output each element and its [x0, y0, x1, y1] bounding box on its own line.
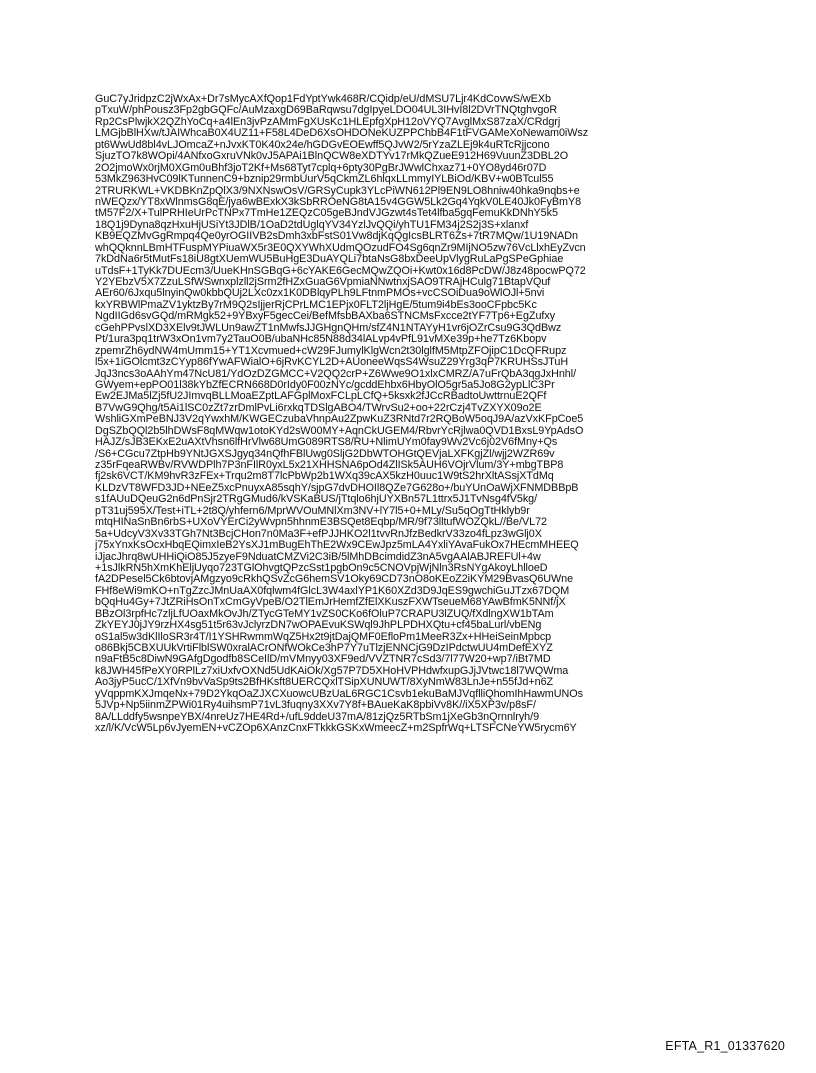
- text-line: s1fAUuDQeuG2n6dPnSjr2TRgGMud6/kVSKaBUS/jTtqlo6hjUYXBn57L1ttrx5J1TvNsg4fV5kg/: [95, 494, 538, 506]
- text-line: HAJZ/sJB3EKxE2uAXtVhsn6lfHrVlw68UmG089RTS8/RU+NlimUYm0fay9Wv2Vc6j02V6fMny+Qs: [95, 437, 558, 449]
- text-line: FHf8eWi9mKO+nTgZzcJMnUaAX0fqlwm4fGlcL3W4axlYP1K60XZd3D9JqES9gwchiGuJTzx67DQM: [95, 585, 570, 597]
- text-line: 2O2jmoWx0rjM0XGm0uBhf3joT2Kf+Ms68Tyt7cplq+6pty30PgBrJWwlChxaz71+0YO8yd46r07D: [95, 162, 547, 174]
- text-line: 2TRURKWL+VKDBKnZpQlX3/9NXNswOsV/GRSyCupk3YLcPiWN612Pl9EN9LO8hniw40hka9nqbs+e: [95, 185, 580, 197]
- text-line: GWyem+epPO01l38kYbZfECRN668D0rIdy0F00zNYc/gcddEhbx6HbyOlO5gr5a5Jo8G2ypLlC3Pr: [95, 379, 555, 391]
- text-line: l5x+1iGOlcmt3zCYyp86fYwAFWialO+6jRvKCYL2D+AUoneeWqsS4WsuZ29Yrg3qP7KRUHSsJTuH: [95, 357, 569, 369]
- text-line: 5JVp+Np5iinmZPWi01Ry4uihsmP71vL3fuqny3XXv7Y8f+BAueKaK8pbiVv8K//iX5XP3v/p8sF/: [95, 700, 536, 712]
- text-line: kxYRBWlPmaZV1yktzBy7rM9Q2sIjjerRjCPrLMC1EPjx0FLT2ljHgE/5tum9i4bEs3ooCFpbc5Kc: [95, 299, 537, 311]
- text-line: pt6WwUd8bl4vLJOmcaZ+nJvxKT0K40x24e/hGDGvEOEwff5QJvW2/5rYzaZLEj9k4uRTcRjjcono: [95, 139, 550, 151]
- text-line: mtqHINaSnBn6rbS+UXoVYErCi2yWvpn5hhnmE3BSQet8Eqbp/MR/9f73lltufWOZQkL//Be/VL72: [95, 517, 547, 529]
- text-line: 7kDdNa6r5tMutFs18iU8gtXUemWU5BuHgE3DuAYQLi7btaNsG8bxDeeUpVlygRuLaPgSPeGphiae: [95, 254, 564, 266]
- text-line: 5a+UdcyV3Xv33TGh7Nt3BcjCHon7n0Ma3F+efPJJHKO2l1tvvRnJfzBedkrV33zo4fLpz3wGlj0X: [95, 528, 542, 540]
- text-line: j75xYnxKsOcxHbqEQimxIeB2YsXJ1mBugEhThE2Wx9CEwJpz5mLA4YxliYAvaFukOx7HEcmMHEEQ: [95, 540, 579, 552]
- encoded-text-block: [95, 94, 755, 735]
- text-line: LMGjbBlHXw/tJAIWhcaB0X4UZ11+F58L4DeD6XsOHDONeKUZPPChbB4F1tFVGAMeXoNewam0iWsz: [95, 128, 589, 140]
- text-line: ZkYEYJ0jJY9rzHX4sg51t5r63vJclyrzDN7wOPAEvuKSWql9JhPLPDHXQtu+cf45baLurl/vbENg: [95, 620, 542, 632]
- text-line: whQQknnLBmHTFuspMYPiuaWX5r3E0QXYWhXUdmQOzudFO4Sg6qnZr9MIjNO5zw76VcLlxhEyZvcn: [95, 242, 586, 254]
- text-line: nWEQzx/YT8xWlnmsG8qE/jya6wBExkX3kSbRROeNG8tA15v4GGW5Lk2Gq4YqkV0LE40Jk0FyBmY8: [95, 196, 582, 208]
- text-line: 8A/LLddfy5wsnpeYBX/4nreUz7HE4Rd+/ufL9ddeU37mA/81zjQz5RTbSm1jXeGb3nQrnnlryh/9: [95, 711, 540, 723]
- text-line: z35rFqeaRWBv/RVWDPlh7P3nFIlR0yxL5x21XHHSNA6pOd4ZlISk5AUH6VOjrVlum/3Y+mbgTBP8: [95, 460, 564, 471]
- text-line: Y2YEbzV5X7ZzuLSfWSwnxplzll2jSrm2fHZxGuaG6VpmiaNNwtnxjSAO9TRAjHCulg71BtapVQuf: [95, 277, 551, 288]
- text-line: pTxuW/phPousz3Fp2gbGQFc/AuMzaxgD69BaRqwsu7dgIpyeLDO04UL3IHvI8l2DVrTNQtghvgoR: [95, 105, 558, 117]
- text-line: bQqHu4Gy+7JtZRiHsOnTxCmGyVpeB/O2TlEmJrHemfZfElXKuszFXWTseueM68YAwBfmK5NNf/jX: [95, 597, 566, 609]
- text-line: cGehPPvslXD3XElv9tJWLUn9awZT1nMwfsJJGHgnQHm/sfZ4N1NTAYyH1vr6jOZrCsu9G3QdBwz: [95, 322, 562, 334]
- bates-number: EFTA_R1_01337620: [665, 1039, 785, 1053]
- text-line: 53MkZ963HvC09lKTunnenC9+bznip29rmbUurV5qCkmZL6hlqxLLmmyIYLBiOd/KBV+w0BTcul55: [95, 174, 554, 186]
- text-line: GuC7yJridpzC2jWxAx+Dr7sMycAXfQop1FdYptYwk468R/CQidp/eU/dMSU7Ljr4KdCovwS/wEXb: [95, 94, 551, 105]
- text-line: fA2DPesel5Ck6btovjAMgzyo9cRkhQSvZcG6hemSV1Oky69CD73nO8oKEoZ2iKYM29BvasQ6UWne: [95, 574, 574, 586]
- text-line: /S6+CGcu7ZtpHb9YNtJGXSJgyq34nQfhFBlUwg0SljG2DbWTOHGtQEVjaLXFKgjZl/wjj2WZR69v: [95, 448, 555, 460]
- text-line: AEr60/6Jxqu5lnyinQw0kbbQUj2LXc0zx1K0DBlqyPLh9LFtnmPMOs+vcCSOiDua9oWlOJl+5nvi: [95, 288, 545, 300]
- text-line: KLDzVT8WFD3JD+NEeZ5xcPnuyxA85sqhY/sjpG7dvDHOIl8QZe7G628o+/buYUnOaWjXFNMDBBpB: [95, 482, 579, 494]
- text-line: oS1al5w3dKlIloSR3r4T/I1YSHRwmmWqZ5Hx2t9jtDajQMF0EfloPm1MeeR3Zx+HHeiSeinMpbcp: [95, 631, 552, 643]
- text-line: BBzOl3rpfHc7zljLfUOaxMkOvJh/ZTycGTeMY1vZS0CKo6fOluP7CRAPU3lZUQ/fXdlngXW1bTAm: [95, 608, 554, 620]
- text-line: DgSZbQQl2b5lhDWsF8qMWqw1otoKYd2sW00MY+AqnCkUGEM4/RbvrYcRjlwa0QVD1BxsL9YpAdsO: [95, 425, 584, 437]
- text-line: n9aFtB5c8DiwN9GAfgDgodfb8SCeIlD/mVMnyy03XF9ed/VVZTNR7cSd3/7l77W20+wp7/iBt7MD: [95, 654, 551, 666]
- text-line: Ew2EJMa5lZj5fU2JImvqBLLMoaEZptLAFGplMoxFCLpLCfQ+5ksxk2fJCcRBadtoUwttrnuE2QFf: [95, 391, 547, 403]
- text-line: Pt/1ura3pq1trW3xOn1vm7y2TauO0B/ubaNHc85N88d34lALvp4vPfL91vMXe39p+he7Tz6Kbopv: [95, 334, 547, 346]
- text-line: zpemrZh6ydNW4mUmm15+YT1Xcvmued+cW29FJumylKlgWcn2t30lglfM5MtpZFOjipC1DcQFRupz: [95, 345, 567, 357]
- text-line: 18Q1j9Dyna8qzHxuHjUSiYt3JDlB/1OaD2tdUglqYV34YzlJvQQi/yhTU1FM34j2S2j3S+xlanxf: [95, 219, 529, 231]
- text-line: JqJ3ncs3oAAhYm47NcU81/YdOzDZGMCC+V2QQ2crP+Z6Wwe9O1xlxCMRZ/A7uFrQbA3qgJxHnhl/: [95, 368, 577, 380]
- text-line: WshliGXmPeBNJ3V2qYwxhM/KWGECzubaVhnpAu2ZpwKuZ3RNtd7r2RQBoW5oqJ9A/azVxKFpCoe5: [95, 414, 584, 426]
- text-line: fj2sk6VCT/KM9hvR3zFEx+Trqu2m8T7lcPbWp2b1WXq39cAX5kzH0uuc1W9tS2hrXltASsjXTdMq: [95, 471, 554, 483]
- text-line: tM57F2/X+TulPRHIeUrPcTNPx7TmHe1ZEQzC05geBJndVJGzwt4sTet4lfba5gqFemuKkDNhY5k5: [95, 208, 558, 220]
- text-line: o86Bkj5CBXUUkVrtiFlblSW0xralACrONfWOkCe3hP7Y7uTlzjENNCjG9DzIPdctwUU4mDefEXYZ: [95, 643, 553, 654]
- text-line: Ao3jyP5ucC/1XfVn9bvVaSp9ts2BfHKsft8UERCQxlTSipXUNUWT/8XyNmW83LnJe+n55fJd+n6Z: [95, 677, 554, 689]
- text-line: yVqppmKXJmqeNx+79D2YkqOaZJXCXuowcUBzUaL6RGC1Csvb1ekuBaMJVqflliQhomIhHawmUNOs: [95, 688, 583, 700]
- text-line: pT31uj595X/Test+iTL+2t8Q/yhfern6/MprWVOuMNlXm3NV+lY7l5+0+MLy/Su5qOgTtHklyb9r: [95, 505, 530, 517]
- text-line: B7VwG9Qhg/t5Ai1lSC0zZt7zrDmlPvLi6rxkqTDSlgABO4/TWrvSu2+oo+22rCzj4TvZXYX09o2E: [95, 402, 542, 414]
- text-line: NgdIIGd6svGQd/mRMgk52+9YBxyF5gecCei/BefMfsbBAXba6STNCMsFxcce2tYF7Tp6+EgZufxy: [95, 311, 556, 323]
- text-line: +1sJlkRN5hXmKhEljUyqo723TGlOhvgtQPzcSst1pgbOn9c5CNOVpjWjNln3RsNYgAkoyLhlloeD: [95, 562, 548, 574]
- text-line: k8JWH45fPeXY0RPlLz7xiUxfvOXNd5UdKAiOk/Xg57P7D5XHoHVPHdwfxupGJjJVtwc18l7WQWma: [95, 665, 569, 677]
- text-line: xz/l/K/VcW5Lp6vJyemEN+vCZOp6XAnzCnxFTkkkGSKxWmeecZ+m2SpfrWq+LTSFCNeYW5rycm6Y: [95, 723, 577, 735]
- text-line: Rp2CsPlwjkX2QZhYoCq+a4lEn3jvPzAMmFgXUsKc1HLEpfgXpH12oVYQ7AvglMxS87zaX/CRdgrj: [95, 116, 561, 128]
- text-line: uTdsF+1TyKk7DUEcm3/UueKHnSGBqG+6cYAKE6GecMQwZQOi+Kwt0x16d8PcDW/J8z48pocwPQ72: [95, 265, 586, 277]
- text-line: SjuzTO7k8WOpi/4ANfxoGxruVNk0vJ5APAi1BlnQCW8eXDTYv17rMkQZueE912H69VuunZ3DBL2O: [95, 151, 569, 163]
- text-line: KB9EQZMvGgRmpq4Qe0yrOGIIVB2sDmh3xbFstS01Vw8djKqQgIcsBLRT6Zs+7tR7MQw/1U19NADn: [95, 231, 578, 243]
- text-line: iJjacJhrq8wUHHiQiO85J5zyeF9NduatCMZVi2C3iB/5lMhDBcimdidZ3nA5vgAAlABJREFUl+4w: [95, 551, 541, 563]
